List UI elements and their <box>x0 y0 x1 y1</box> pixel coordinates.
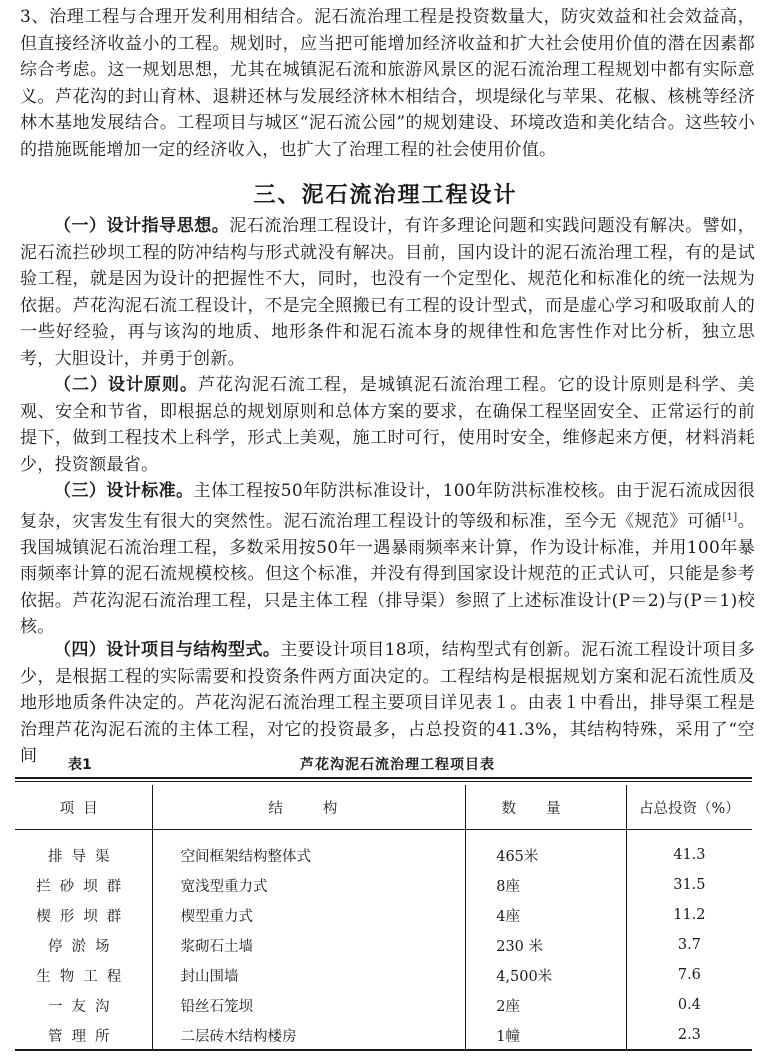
subsection-design-standard <box>20 478 755 641</box>
table-top-rule <box>15 777 752 779</box>
subsection-lead: （三）设计标准。 <box>54 481 194 501</box>
cell-quantity: 465米 <box>466 830 627 871</box>
table-row <box>15 900 752 930</box>
table-title: 芦花沟泥石流治理工程项目表 <box>300 757 495 773</box>
cell-item: 拦砂坝群 <box>36 878 131 895</box>
cell-percent: 11.2 <box>626 900 752 930</box>
cell-percent: 41.3 <box>626 830 752 871</box>
cell-structure: 铅丝石笼坝 <box>152 990 466 1020</box>
table-bottom-rule <box>15 1049 752 1051</box>
table-header-row <box>15 785 752 830</box>
section-heading: 三、泥石流治理工程设计 <box>253 183 518 208</box>
paragraph-text: 3、治理工程与合理开发利用相结合。泥石流治理工程是投资数量大，防灾效益和社会效益高，但直接经济收益小的工程。规划时，应当把可能增加经济收益和扩大社会使用价值的潜在因素都综合考虑。这一规划思想，尤其在城镇泥石流和旅游风景区的泥石流治理工程规划中都有实际意义。芦花沟的封山育林、退耕还林与发展经济林木相结合，坝堤绿化与苹果、花椒、核桃等经济林木基地发展结合。工程项目与城区“泥石流公园”的规划建设、环境改造和美化结合。这些较小的措施既能增加一定的经济收入，也扩大了治理工程的社会使用价值。 <box>20 7 755 160</box>
cell-percent: 0.4 <box>626 990 752 1020</box>
table-row <box>15 960 752 990</box>
project-items-table <box>15 785 752 1050</box>
cell-quantity: 230 米 <box>466 930 627 960</box>
subsection-text: 主要设计项目18项，结构型式有创新。泥石流工程设计项目多少，是根据工程的实际需要和投资条件两方面决定的。工程结构是根据规划方案和泥石流性质及地形地质条件决定的。芦花沟泥石流治理工程主要项目详见表１。由表１中看出，排导渠工程是治理芦花沟泥石流的主体工程，对它的投资最多，占总投资的41.3%，其结构特殊，采用了“空间 <box>20 640 756 766</box>
cell-quantity: 4座 <box>466 900 627 930</box>
header-structure: 结构 <box>152 785 466 830</box>
cell-structure: 封山围墙 <box>152 960 466 990</box>
cell-item: 楔形坝群 <box>36 908 131 925</box>
subsection-text: 芦花沟泥石流工程，是城镇泥石流治理工程。它的设计原则是科学、美观、安全和节省，即根据总的规划原则和总体方案的要求，在确保工程坚固安全、正常运行的前提下，做到工程技术上科学，形式上美观，施工时可行，使用时安全，维修起来方便，材料消耗少，投资额最省。 <box>20 375 755 475</box>
subsection-design-items <box>20 637 755 770</box>
cell-quantity: 2座 <box>466 990 627 1020</box>
cell-item: 生物工程 <box>36 968 131 985</box>
cell-percent: 2.3 <box>626 1020 752 1050</box>
subsection-lead: （四）设计项目与结构型式。 <box>54 640 281 660</box>
cell-item: 排导渠 <box>48 848 119 865</box>
cell-structure: 宽浅型重力式 <box>152 870 466 900</box>
subsection-lead: （一）设计指导思想。 <box>54 216 230 236</box>
cell-structure: 二层砖木结构楼房 <box>152 1020 466 1050</box>
header-percent: 占总投资（%） <box>626 785 752 830</box>
cell-item: 停淤场 <box>48 938 119 955</box>
cell-quantity: 8座 <box>466 870 627 900</box>
table-label: 表1 <box>68 757 92 773</box>
table-row <box>15 870 752 900</box>
cell-structure: 楔型重力式 <box>152 900 466 930</box>
table-row <box>15 930 752 960</box>
subsection-text: 主体工程按50年防洪标准设计，100年防洪标准校核。由于泥石流成因很复杂，灾害发生有很大的突然性。泥石流治理工程设计的等级和标准，至今无《规范》可循 <box>20 481 756 532</box>
table-top-rule-thin <box>15 781 752 782</box>
cell-item: 管理所 <box>48 1028 119 1045</box>
cell-quantity: 1幢 <box>466 1020 627 1050</box>
cell-percent: 31.5 <box>626 870 752 900</box>
paragraph-planning-principle-3 <box>20 4 755 163</box>
cell-structure: 浆砌石土墙 <box>152 930 466 960</box>
cell-percent: 3.7 <box>626 930 752 960</box>
table-row <box>15 990 752 1020</box>
reference-marker: [1] <box>722 511 738 523</box>
subsection-lead: （二）设计原则。 <box>54 375 198 395</box>
subsection-design-principle <box>20 372 755 478</box>
header-item: 项目 <box>59 800 107 817</box>
cell-structure: 空间框架结构整体式 <box>152 830 466 871</box>
subsection-text: 泥石流治理工程设计，有许多理论问题和实践问题没有解决。譬如，泥石流拦砂坝工程的防冲结构与形式就没有解决。目前，国内设计的泥石流治理工程，有的是试验工程，就是因为设计的把握性不大，同时，也没有一个定型化、规范化和标准化的统一法规为依据。芦花沟泥石流工程设计，不是完全照搬已有工程的设计型式，而是虚心学习和吸取前人的一些好经验，再与该沟的地质、地形条件和泥石流本身的规律性和危害性作对比分析，独立思考，大胆设计，并勇于创新。 <box>20 216 756 369</box>
table-row <box>15 830 752 871</box>
subsection-design-guideline <box>20 213 755 372</box>
cell-item: 一友沟 <box>48 998 119 1015</box>
table-row <box>15 1020 752 1050</box>
cell-percent: 7.6 <box>626 960 752 990</box>
header-quantity: 数量 <box>466 785 627 830</box>
subsection-text-cont: 。我国城镇泥石流治理工程，多数采用按50年一遇暴雨频率来计算，作为设计标准，并用100年暴雨频率计算的泥石流规模校核。但这个标准，并没有得到国家设计规范的正式认可，只能是参考依据。芦花沟泥石流治理工程，只是主体工程（排导渠）参照了上述标准设计(P＝2)与(P＝1)校核。 <box>20 511 755 638</box>
cell-quantity: 4,500米 <box>466 960 627 990</box>
